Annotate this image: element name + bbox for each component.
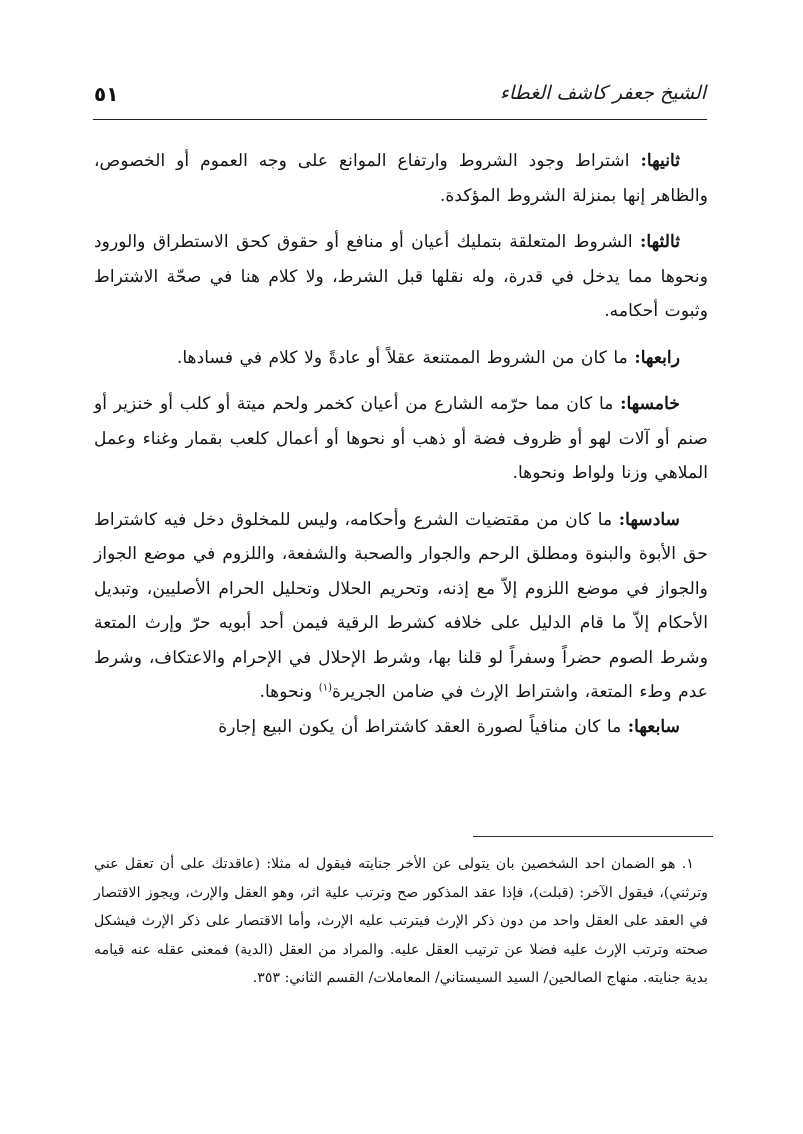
page-number: ٥١ <box>94 82 119 106</box>
paragraph-lead: سادسها: <box>618 509 680 530</box>
paragraph-lead: ثانيها: <box>640 151 680 171</box>
paragraph-body: ما كان من الشروط الممتنعة عقلاً أو عادةً ولا كلام في فسادها. <box>176 347 635 368</box>
paragraph-body: ما كان من مقتضيات الشرع وأحكامه، وليس للمخلوق دخل فيه كاشتراط حق الأبوة والبنوة ومطلق الرحم والجوار والصحبة والشفعة، واللزوم في موضع الجواز والجواز في موضع اللزوم إلاّ مع إذنه، وتحريم الحلال وتحليل الحرام الأصليين، وتبديل الأحكام إلاّ ما قام الدليل على خلافه كشرط الرقية فيمن أحد أبويه حرّ وإرث المتعة وشرط الصوم حضراً وسفراً لو قلنا بها، وشرط الإحلال في الإحرام والاعتكاف، وشرط عدم وطء المتعة، واشتراط الإرث في ضامن الجريرة <box>94 509 708 702</box>
paragraph-second <box>94 144 708 213</box>
paragraph-body: ما كان منافياً لصورة العقد كاشتراط أن يكون البيع إجارة <box>218 716 628 737</box>
footnotes <box>94 850 708 993</box>
paragraph-body: ما كان مما حرّمه الشارع من أعيان كخمر ولحم ميتة أو كلب أو خنزير أو صنم أو آلات لهو أو ظروف فضة أو ذهب أو نحوها أو أعمال كلعب بقمار وغناء وعمل الملاهي وزنا ولواط ونحوها. <box>94 394 708 483</box>
paragraph-body-end: ونحوها. <box>259 682 319 702</box>
main-text <box>94 144 708 744</box>
header-rule <box>93 119 707 120</box>
footnote-item <box>94 850 708 993</box>
paragraph-body: الشروط المتعلقة بتمليك أعيان أو منافع أو حقوق كحق الاستطراق والورود ونحوها مما يدخل في قدرة، وله نقلها قبل الشرط، ولا كلام هنا في صحّة الاشتراط وثبوت أحكامه. <box>94 232 708 321</box>
paragraph-fifth <box>94 387 708 491</box>
paragraph-seventh <box>94 710 708 745</box>
paragraph-sixth <box>94 503 708 710</box>
footnote-marker: (١) <box>318 682 332 694</box>
footnote-text: ١. هو الضمان احد الشخصين بان يتولى عن الأخر جنايته فيقول له مثلا: (عاقدتك على أن تعقل عني وترثني)، فيقول الآخر: (قبلت)، فإذا عقد المذكور صح وترتب علية اثر، وهو العقل والإرث، ويجوز الاقتصار في العقد على العقل واحد من دون ذكر الإرث فيترتب عليه الإرث، وأما الاقتصار على ذكر الإرث فيشكل صحته وترتب الإرث عليه فضلا عن ترتيب العقل عليه. والمراد من العقل (الدية) فمعنى عقله عنه قيامه بدية جنايته. منهاج الصالحين/ السيد السيستاني/ المعاملات/ القسم الثاني: ٣٥٣. <box>94 856 708 987</box>
paragraph-lead: سابعها: <box>627 716 680 737</box>
paragraph-fourth <box>94 341 708 376</box>
paragraph-lead: خامسها: <box>620 394 680 414</box>
paragraph-third <box>94 225 708 329</box>
paragraph-body: اشتراط وجود الشروط وارتفاع الموانع على وجه العموم أو الخصوص، والظاهر إنها بمنزلة الشروط المؤكدة. <box>94 151 708 206</box>
paragraph-lead: رابعها: <box>634 347 680 368</box>
footnote-rule <box>473 836 713 837</box>
running-head: الشيخ جعفر كاشف الغطاء <box>499 82 706 104</box>
paragraph-lead: ثالثها: <box>640 232 680 252</box>
page-header <box>94 80 706 114</box>
